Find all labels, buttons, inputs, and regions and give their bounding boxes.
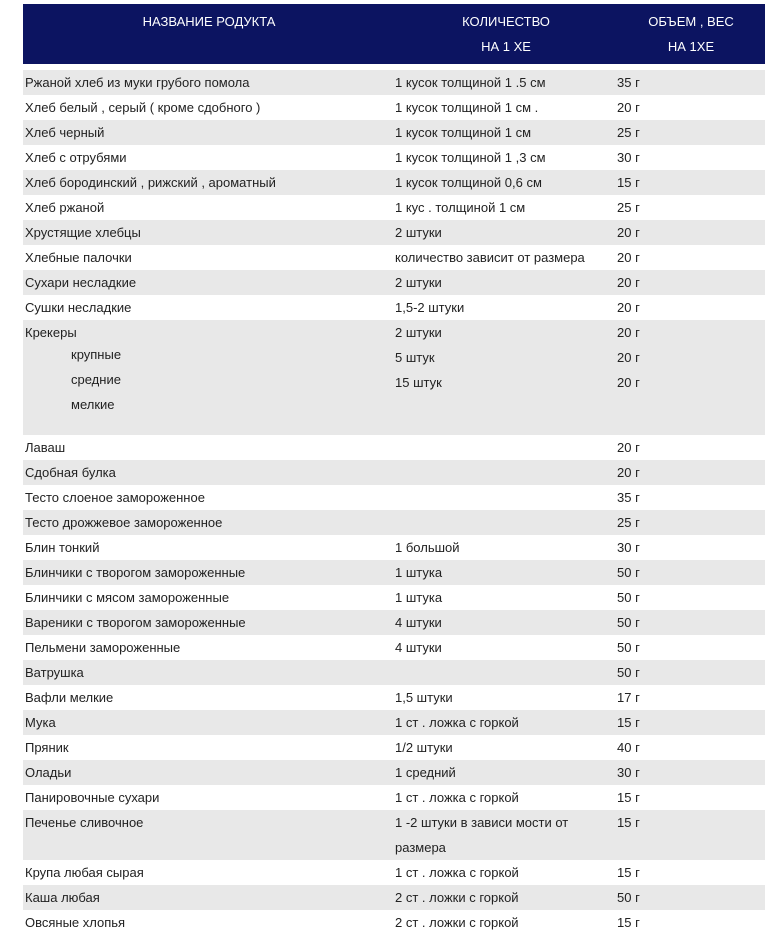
table-row	[23, 295, 765, 320]
product-name: Сушки несладкие	[25, 300, 132, 315]
product-name: Блин тонкий	[25, 540, 100, 555]
table-row	[23, 635, 765, 660]
table-row	[23, 170, 765, 195]
crackers-weights	[617, 320, 640, 395]
product-name: Оладьи	[25, 765, 72, 780]
product-weight: 15 г	[617, 865, 640, 880]
product-quantity: 1,5-2 штуки	[395, 300, 465, 315]
product-name: Ржаной хлеб из муки грубого помола	[25, 75, 250, 90]
product-weight: 35 г	[617, 490, 640, 505]
product-weight: 50 г	[617, 640, 640, 655]
product-quantity-line: размера	[395, 840, 446, 855]
product-weight: 15 г	[617, 175, 640, 190]
product-quantity: 1 ст . ложка с горкой	[395, 715, 519, 730]
table-row	[23, 535, 765, 560]
product-name: Печенье сливочное	[25, 815, 144, 830]
table-row	[23, 435, 765, 460]
table-row	[23, 610, 765, 635]
crackers-size: мелкие	[71, 397, 115, 412]
product-name: Крупа любая сырая	[25, 865, 144, 880]
product-name: Крекеры	[25, 325, 77, 340]
crackers-quantity: 15 штук	[395, 375, 442, 390]
product-quantity	[395, 810, 568, 860]
product-name: Тесто дрожжевое замороженное	[25, 515, 223, 530]
product-weight: 20 г	[617, 440, 640, 455]
product-quantity: 1 кусок толщиной 1 .5 см	[395, 75, 546, 90]
table-row	[23, 560, 765, 585]
product-name: Вареники с творогом замороженные	[25, 615, 246, 630]
crackers-quantity: 2 штуки	[395, 325, 442, 340]
product-name: Блинчики с творогом замороженные	[25, 565, 246, 580]
table-row	[23, 120, 765, 145]
product-weight: 20 г	[617, 465, 640, 480]
product-name: Блинчики с мясом замороженные	[25, 590, 230, 605]
product-name: Сдобная булка	[25, 465, 116, 480]
crackers-quantities	[395, 320, 442, 395]
product-weight: 20 г	[617, 100, 640, 115]
table-row	[23, 910, 765, 932]
product-name: Овсяные хлопья	[25, 915, 126, 930]
crackers-size: средние	[71, 372, 121, 387]
product-weight: 30 г	[617, 150, 640, 165]
product-weight: 30 г	[617, 540, 640, 555]
product-quantity: 1 ст . ложка с горкой	[395, 790, 519, 805]
product-name: Хлебные палочки	[25, 250, 132, 265]
product-quantity: 1 кус . толщиной 1 см	[395, 200, 526, 215]
table-row	[23, 245, 765, 270]
product-name: Ватрушка	[25, 665, 84, 680]
product-weight: 40 г	[617, 740, 640, 755]
product-quantity: 1 кусок толщиной 1 ,3 см	[395, 150, 546, 165]
table-row	[23, 660, 765, 685]
table-row	[23, 885, 765, 910]
table-header	[23, 4, 765, 64]
product-name: Сухари несладкие	[25, 275, 137, 290]
table-row	[23, 70, 765, 95]
product-weight: 35 г	[617, 75, 640, 90]
product-weight: 50 г	[617, 590, 640, 605]
table-row	[23, 685, 765, 710]
product-name: Хлеб бородинский , рижский , ароматный	[25, 175, 276, 190]
product-weight: 30 г	[617, 765, 640, 780]
product-name: Пряник	[25, 740, 69, 755]
product-weight: 17 г	[617, 690, 640, 705]
product-quantity: 1 средний	[395, 765, 456, 780]
table-row	[23, 220, 765, 245]
product-quantity: 1/2 штуки	[395, 740, 453, 755]
product-weight: 50 г	[617, 565, 640, 580]
product-name: Хлеб с отрубями	[25, 150, 127, 165]
table-row	[23, 485, 765, 510]
product-quantity: 4 штуки	[395, 640, 442, 655]
header-weight: ОБЪЕМ , ВЕС НА 1ХЕ	[648, 14, 734, 54]
product-quantity: 1 ст . ложка с горкой	[395, 865, 519, 880]
product-quantity: 1 кусок толщиной 0,6 см	[395, 175, 542, 190]
product-name: Лаваш	[25, 440, 66, 455]
product-name: Каша любая	[25, 890, 100, 905]
table-row	[23, 195, 765, 220]
crackers-weight: 20 г	[617, 375, 640, 390]
table-row-crackers	[23, 320, 765, 435]
product-quantity: количество зависит от размера	[395, 250, 585, 265]
product-quantity: 1 кусок толщиной 1 см .	[395, 100, 539, 115]
product-weight: 15 г	[617, 715, 640, 730]
product-name: Тесто слоеное замороженное	[25, 490, 205, 505]
product-quantity: 1 штука	[395, 590, 443, 605]
product-weight: 20 г	[617, 275, 640, 290]
product-name: Хлеб черный	[25, 125, 105, 140]
crackers-sizes	[71, 342, 121, 417]
table-row	[23, 95, 765, 120]
product-weight: 25 г	[617, 515, 640, 530]
product-weight: 50 г	[617, 890, 640, 905]
product-name: Хлеб ржаной	[25, 200, 105, 215]
table-row-cookie	[23, 810, 765, 860]
crackers-size: крупные	[71, 347, 122, 362]
table-row	[23, 710, 765, 735]
crackers-quantity: 5 штук	[395, 350, 435, 365]
table-row	[23, 585, 765, 610]
product-quantity: 2 штуки	[395, 275, 442, 290]
product-weight: 50 г	[617, 665, 640, 680]
table-row	[23, 785, 765, 810]
product-weight: 25 г	[617, 200, 640, 215]
product-quantity: 2 ст . ложки с горкой	[395, 915, 519, 930]
table-row	[23, 735, 765, 760]
product-weight: 15 г	[617, 815, 640, 830]
product-quantity-line: 1 -2 штуки в зависи мости от	[395, 815, 569, 830]
product-quantity: 2 ст . ложки с горкой	[395, 890, 519, 905]
product-quantity: 1 большой	[395, 540, 460, 555]
product-quantity: 2 штуки	[395, 225, 442, 240]
product-name: Вафли мелкие	[25, 690, 114, 705]
product-name: Хрустящие хлебцы	[25, 225, 141, 240]
product-quantity: 1,5 штуки	[395, 690, 453, 705]
product-quantity: 4 штуки	[395, 615, 442, 630]
product-weight: 15 г	[617, 915, 640, 930]
product-weight: 15 г	[617, 790, 640, 805]
table-row	[23, 270, 765, 295]
product-weight: 20 г	[617, 225, 640, 240]
crackers-weight: 20 г	[617, 325, 640, 340]
product-name: Панировочные сухари	[25, 790, 160, 805]
crackers-weight: 20 г	[617, 350, 640, 365]
table-row	[23, 510, 765, 535]
product-weight: 25 г	[617, 125, 640, 140]
product-quantity: 1 штука	[395, 565, 443, 580]
product-quantity: 1 кусок толщиной 1 см	[395, 125, 532, 140]
product-name: Пельмени замороженные	[25, 640, 181, 655]
table-row	[23, 860, 765, 885]
table-row	[23, 460, 765, 485]
product-name: Хлеб белый , серый ( кроме сдобного )	[25, 100, 261, 115]
header-name: НАЗВАНИЕ РОДУКТА	[142, 14, 276, 29]
product-weight: 20 г	[617, 300, 640, 315]
table-row	[23, 145, 765, 170]
table-body	[23, 70, 765, 932]
header-quantity: КОЛИЧЕСТВО НА 1 ХЕ	[462, 14, 550, 54]
product-name: Мука	[25, 715, 56, 730]
bread-units-table	[23, 4, 765, 932]
product-weight: 50 г	[617, 615, 640, 630]
table-row	[23, 760, 765, 785]
product-weight: 20 г	[617, 250, 640, 265]
